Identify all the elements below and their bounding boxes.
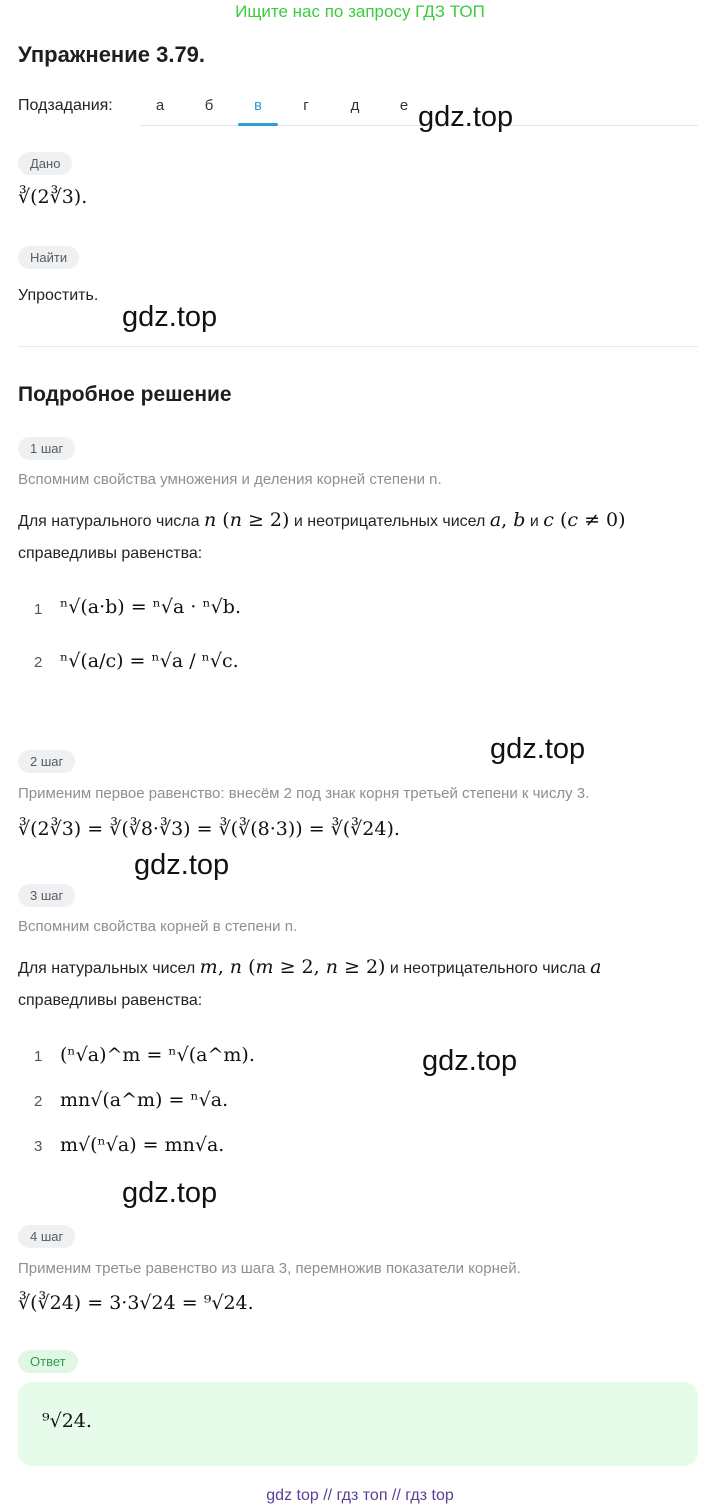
- answer-chip: Ответ: [18, 1350, 78, 1373]
- find-text: Упростить.: [18, 287, 99, 304]
- math-inline: m, n (m ≥ 2, n ≥ 2): [199, 956, 386, 978]
- step-hint: Вспомним свойства умножения и деления корней степени n.: [18, 471, 442, 488]
- formula-number: 3: [34, 1138, 43, 1155]
- math-inline: a, b: [489, 509, 526, 531]
- math-inline: c (c ≠ 0): [543, 509, 626, 531]
- step-chip: 1 шаг: [18, 437, 75, 460]
- subtask-tab-a[interactable]: а: [155, 97, 165, 114]
- step-text-line2: справедливы равенства:: [18, 545, 203, 562]
- formula: ∛(2∛3) = ∛(∛8·∛3) = ∛(∛(8·3)) = ∛(∛24).: [18, 818, 400, 840]
- formula: ⁿ√(a·b) = ⁿ√a · ⁿ√b.: [60, 596, 241, 618]
- step-chip: 4 шаг: [18, 1225, 75, 1248]
- math-inline: a: [590, 956, 602, 978]
- formula: (ⁿ√a)^m = ⁿ√(a^m).: [60, 1044, 255, 1066]
- subtask-tab-d[interactable]: д: [350, 97, 360, 114]
- given-expression-text: ∛(2∛3).: [18, 186, 88, 208]
- formula-number: 2: [34, 1093, 43, 1110]
- watermark: gdz.top: [134, 849, 230, 881]
- watermark: gdz.top: [122, 301, 218, 333]
- subtask-tab-g[interactable]: г: [303, 97, 309, 114]
- formula-number: 1: [34, 1048, 43, 1065]
- watermark: gdz.top: [490, 733, 586, 765]
- step-text-prefix: Для натурального числа: [18, 513, 200, 530]
- watermark: gdz.top: [422, 1045, 518, 1077]
- step-text: [18, 956, 601, 978]
- step-text-and: и: [529, 513, 539, 530]
- step-hint: Вспомним свойства корней в степени n.: [18, 918, 298, 935]
- math-inline: n (n ≥ 2): [203, 509, 290, 531]
- page-title: Упражнение 3.79.: [18, 42, 206, 67]
- watermark: gdz.top: [122, 1177, 218, 1209]
- step-hint: Применим третье равенство из шага 3, перемножив показатели корней.: [18, 1260, 521, 1277]
- solution-title: Подробное решение: [18, 383, 232, 406]
- subtask-tab-b[interactable]: б: [204, 97, 214, 114]
- answer-box: [18, 1382, 698, 1466]
- active-tab-indicator: [238, 123, 278, 126]
- step-text-line2: справедливы равенства:: [18, 992, 203, 1009]
- step-chip: 2 шаг: [18, 750, 75, 773]
- formula: ∛(∛24) = 3·3√24 = ⁹√24.: [18, 1292, 254, 1314]
- given-chip: Дано: [18, 152, 72, 175]
- formula-number: 1: [34, 601, 43, 618]
- step-hint: Применим первое равенство: внесём 2 под знак корня третьей степени к числу 3.: [18, 785, 590, 802]
- formula: m√(ⁿ√a) = mn√a.: [60, 1134, 225, 1156]
- watermark: gdz.top: [418, 101, 514, 133]
- footer-links[interactable]: gdz top // гдз топ // гдз top: [266, 1487, 454, 1504]
- formula-number: 2: [34, 654, 43, 671]
- section-divider: [18, 346, 698, 347]
- formula: ⁿ√(a/c) = ⁿ√a / ⁿ√c.: [60, 650, 239, 672]
- subtask-tab-v[interactable]: в: [254, 97, 262, 114]
- find-chip: Найти: [18, 246, 79, 269]
- top-banner-link[interactable]: Ищите нас по запросу ГДЗ ТОП: [235, 2, 485, 21]
- step-text-mid: и неотрицательного числа: [389, 960, 586, 977]
- step-text-mid: и неотрицательных чисел: [293, 513, 486, 530]
- step-chip: 3 шаг: [18, 884, 75, 907]
- subtask-tab-e[interactable]: е: [399, 97, 409, 114]
- step-text: [18, 509, 626, 531]
- answer-value: ⁹√24.: [42, 1410, 92, 1432]
- formula: mn√(a^m) = ⁿ√a.: [60, 1089, 229, 1111]
- given-expression: [18, 186, 87, 208]
- step-text-prefix: Для натуральных чисел: [18, 960, 196, 977]
- subtasks-label: Подзадания:: [18, 97, 113, 114]
